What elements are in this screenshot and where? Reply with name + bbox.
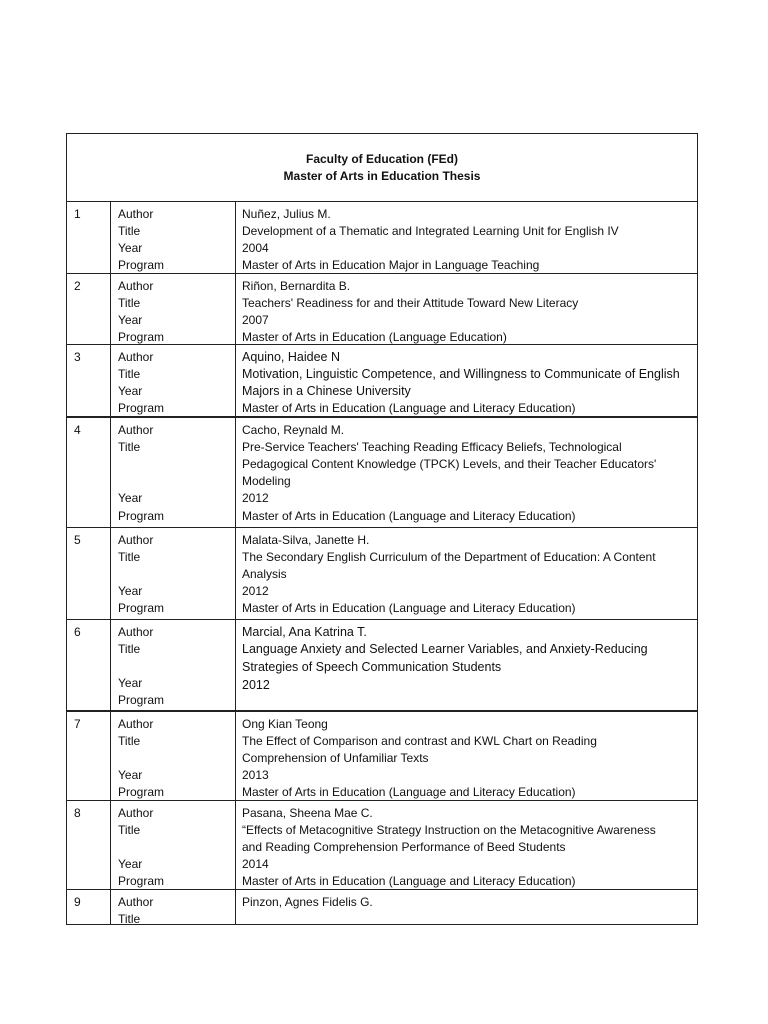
title-label: Title [118,550,141,564]
title-value: The Secondary English Curriculum of the Department of Education: A Content [242,550,656,564]
title-label: Title [118,367,141,381]
author-value: Pasana, Sheena Mae C. [242,806,373,820]
entry-number: 2 [74,279,81,293]
table-header [67,134,697,202]
title-value: Comprehension of Unfamiliar Texts [242,751,429,765]
entry-number: 9 [74,895,81,909]
program-label: Program [118,874,165,888]
table-row [67,274,697,345]
author-label: Author [118,625,154,639]
program-value: Master of Arts in Education (Language and Literacy Education) [242,785,576,799]
entry-number: 5 [74,533,81,547]
year-label: Year [118,857,143,871]
entry-number: 4 [74,423,81,437]
program-value: Master of Arts in Education Major in Language Teaching [242,258,540,272]
program-value: Master of Arts in Education (Language and Literacy Education) [242,509,576,523]
year-label: Year [118,241,143,255]
entry-number: 6 [74,625,81,639]
year-label: Year [118,768,143,782]
title-value: Teachers' Readiness for and their Attitude Toward New Literacy [242,296,579,310]
table-row [67,801,697,890]
entry-number: 7 [74,717,81,731]
title-value: Analysis [242,567,287,581]
title-label: Title [118,912,141,926]
title-value: Pre-Service Teachers' Teaching Reading Efficacy Beliefs, Technological [242,440,622,454]
author-label: Author [118,717,154,731]
program-label: Program [118,509,165,523]
title-value: and Reading Comprehension Performance of Beed Students [242,840,566,854]
title-label: Title [118,296,141,310]
program-value: Master of Arts in Education (Language and Literacy Education) [242,401,576,415]
author-label: Author [118,423,154,437]
table-row [67,620,697,712]
entry-number: 1 [74,207,81,221]
title-value: The Effect of Comparison and contrast and KWL Chart on Reading [242,734,597,748]
year-label: Year [118,313,143,327]
title-value: Development of a Thematic and Integrated Learning Unit for English IV [242,224,619,238]
author-label: Author [118,895,154,909]
title-value: Modeling [242,474,291,488]
program-label: Program [118,785,165,799]
year-value: 2012 [242,491,269,505]
table-row [67,418,697,528]
author-value: Pinzon, Agnes Fidelis G. [242,895,373,909]
title-value: Motivation, Linguistic Competence, and Willingness to Communicate of English [242,367,680,381]
program-label: Program [118,693,165,707]
year-label: Year [118,491,143,505]
year-value: 2012 [242,678,270,692]
program-label: Program [118,258,165,272]
program-label: Program [118,330,165,344]
author-label: Author [118,806,154,820]
author-label: Author [118,533,154,547]
author-value: Riñon, Bernardita B. [242,279,351,293]
author-label: Author [118,207,154,221]
program-value: Master of Arts in Education (Language and Literacy Education) [242,874,576,888]
title-label: Title [118,642,141,656]
title-value: Pedagogical Content Knowledge (TPCK) Levels, and their Teacher Educators' [242,457,657,471]
table-row [67,712,697,801]
year-value: 2013 [242,768,269,782]
year-value: 2007 [242,313,269,327]
title-value: “Effects of Metacognitive Strategy Instruction on the Metacognitive Awareness [242,823,656,837]
author-value: Malata-Silva, Janette H. [242,533,370,547]
author-label: Author [118,350,154,364]
year-value: 2004 [242,241,269,255]
table-row [67,345,697,418]
year-label: Year [118,384,143,398]
title-value: Majors in a Chinese University [242,384,411,398]
author-value: Marcial, Ana Katrina T. [242,625,367,639]
entry-number: 3 [74,350,81,364]
author-label: Author [118,279,154,293]
year-label: Year [118,676,143,690]
author-value: Aquino, Haidee N [242,350,340,364]
program-label: Program [118,401,165,415]
table-row [67,202,697,274]
table-row [67,528,697,620]
faculty-heading: Faculty of Education (FEd) [306,152,458,166]
title-value: Strategies of Speech Communication Students [242,660,502,674]
thesis-table [66,133,698,925]
entry-number: 8 [74,806,81,820]
title-label: Title [118,440,141,454]
table-row [67,890,697,926]
year-label: Year [118,584,143,598]
author-value: Ong Kian Teong [242,717,328,731]
author-value: Cacho, Reynald M. [242,423,345,437]
title-label: Title [118,823,141,837]
year-value: 2014 [242,857,269,871]
program-value: Master of Arts in Education (Language and Literacy Education) [242,601,576,615]
title-label: Title [118,734,141,748]
program-label: Program [118,601,165,615]
year-value: 2012 [242,584,269,598]
author-value: Nuñez, Julius M. [242,207,331,221]
title-value: Language Anxiety and Selected Learner Variables, and Anxiety-Reducing [242,642,648,656]
title-label: Title [118,224,141,238]
program-value: Master of Arts in Education (Language Education) [242,330,507,344]
program-heading: Master of Arts in Education Thesis [283,169,481,183]
